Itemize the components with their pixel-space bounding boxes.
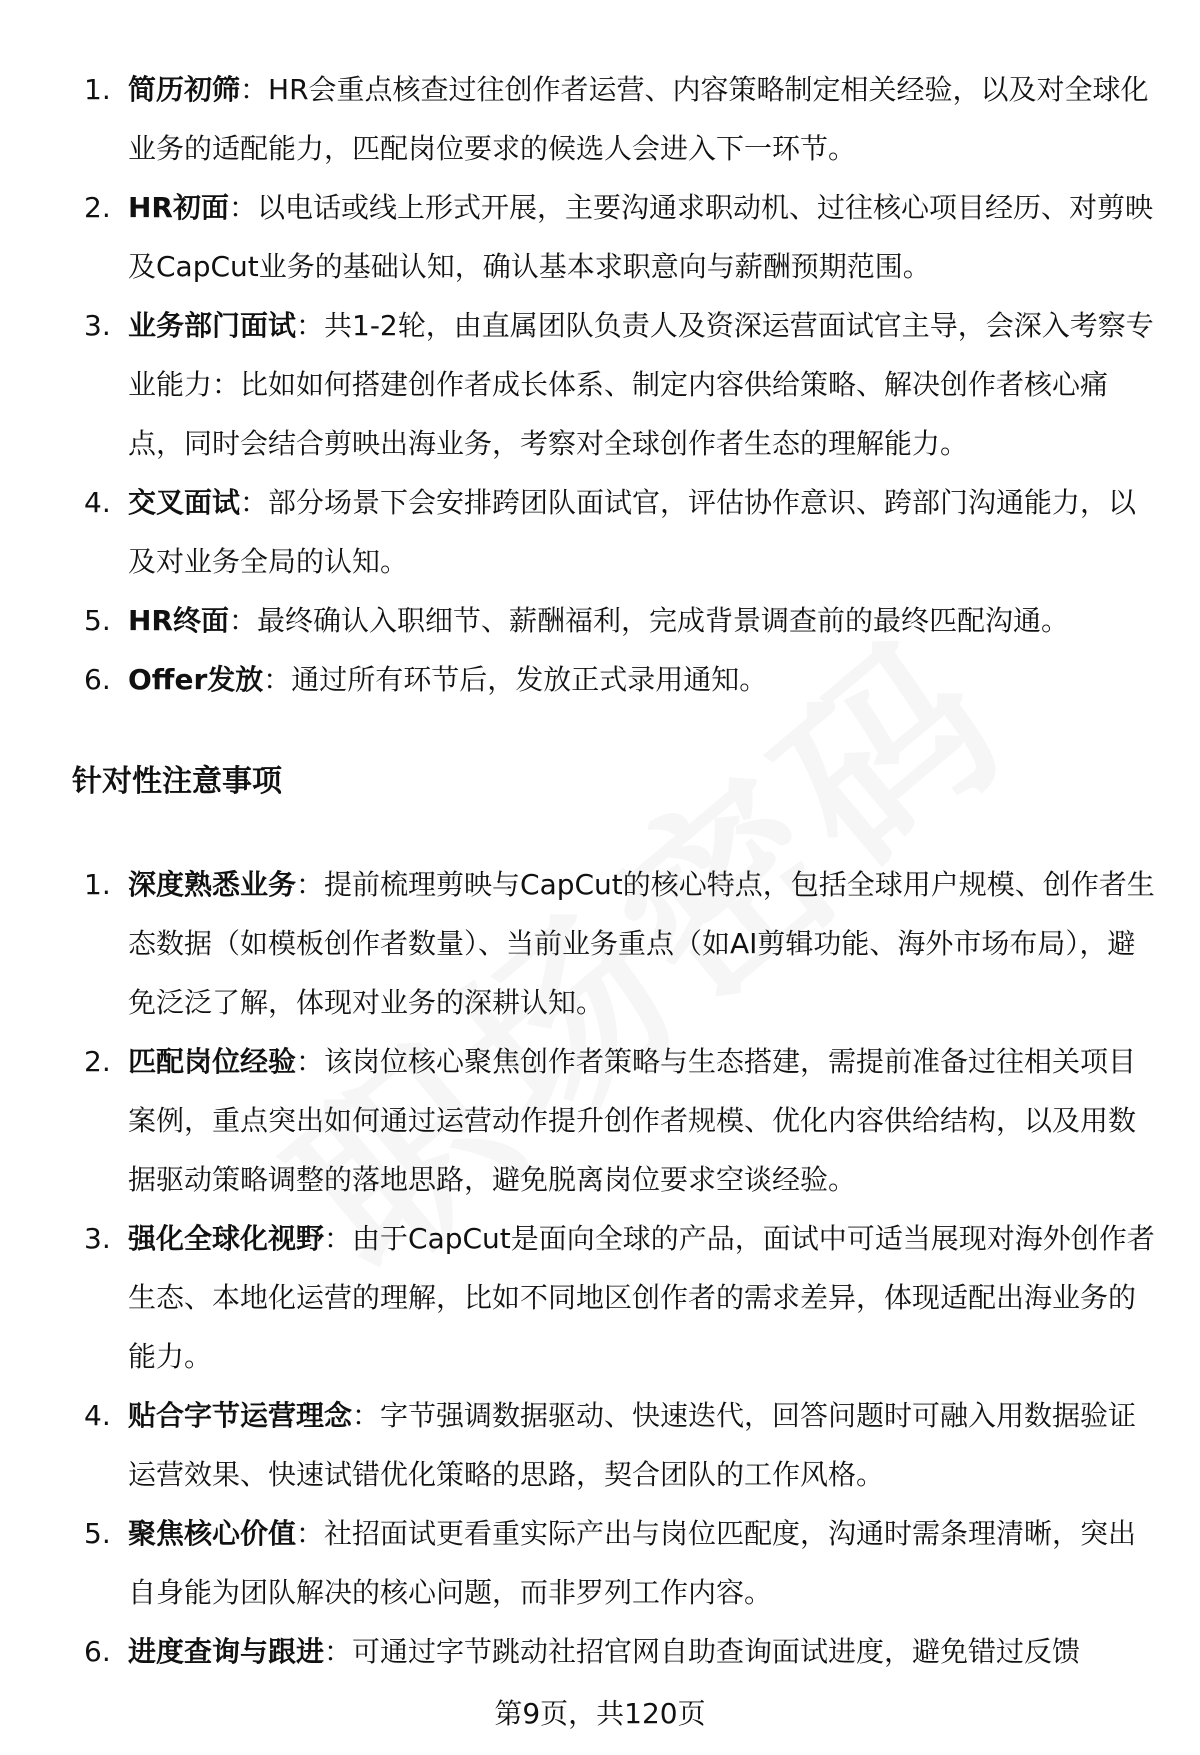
- item-number: 6.: [84, 663, 111, 696]
- list-item: [0, 650, 1200, 709]
- item-label: 强化全球化视野: [128, 1222, 325, 1255]
- item-label: 匹配岗位经验: [128, 1045, 297, 1078]
- item-label: HR终面: [128, 604, 229, 637]
- item-text: ：共1-2轮，由直属团队负责人及资深运营面试官主导，会深入考察专业能力：比如如何搭建创作者成长体系、制定内容供给策略、解决创作者核心痛点，同时会结合剪映出海业务，考察对全球创作者生态的理解能力。: [128, 309, 1154, 460]
- item-text: ：该岗位核心聚焦创作者策略与生态搭建，需提前准备过往相关项目案例，重点突出如何通过运营动作提升创作者规模、优化内容供给结构，以及用数据驱动策略调整的落地思路，避免脱离岗位要求空谈经验。: [128, 1045, 1137, 1196]
- item-text: ：HR会重点核查过往创作者运营、内容策略制定相关经验，以及对全球化业务的适配能力，匹配岗位要求的候选人会进入下一环节。: [128, 73, 1149, 165]
- item-text: ：提前梳理剪映与CapCut的核心特点，包括全球用户规模、创作者生态数据（如模板创作者数量）、当前业务重点（如AI剪辑功能、海外市场布局），避免泛泛了解，体现对业务的深耕认知。: [128, 868, 1155, 1019]
- item-text: ：通过所有环节后，发放正式录用通知。: [263, 663, 768, 696]
- list-item: [0, 1032, 1200, 1209]
- list-item: [0, 1386, 1200, 1504]
- list-item: [0, 1209, 1200, 1386]
- item-label: 深度熟悉业务: [128, 868, 297, 901]
- item-text: ：社招面试更看重实际产出与岗位匹配度，沟通时需条理清晰，突出自身能为团队解决的核心问题，而非罗列工作内容。: [128, 1517, 1137, 1609]
- item-text: ：最终确认入职细节、薪酬福利，完成背景调查前的最终匹配沟通。: [229, 604, 1070, 637]
- item-number: 6.: [84, 1635, 111, 1668]
- section-heading: 针对性注意事项: [72, 764, 282, 799]
- tips-list: [0, 855, 1200, 1681]
- item-number: 3.: [84, 309, 111, 342]
- item-text: ：以电话或线上形式开展，主要沟通求职动机、过往核心项目经历、对剪映及CapCut业务的基础认知，确认基本求职意向与薪酬预期范围。: [128, 191, 1154, 283]
- item-label: 业务部门面试: [128, 309, 297, 342]
- item-label: 交叉面试: [128, 486, 241, 519]
- item-number: 2.: [84, 1045, 111, 1078]
- item-label: 贴合字节运营理念: [128, 1399, 353, 1432]
- item-label: 聚焦核心价值: [128, 1517, 297, 1550]
- item-label: 简历初筛: [128, 73, 241, 106]
- item-number: 5.: [84, 1517, 111, 1550]
- item-text: ：可通过字节跳动社招官网自助查询面试进度，避免错过反馈: [324, 1635, 1081, 1668]
- item-number: 4.: [84, 1399, 111, 1432]
- item-text: ：由于CapCut是面向全球的产品，面试中可适当展现对海外创作者生态、本地化运营的理解，比如不同地区创作者的需求差异，体现适配出海业务的能力。: [128, 1222, 1155, 1373]
- item-text: ：字节强调数据驱动、快速迭代，回答问题时可融入用数据验证运营效果、快速试错优化策略的思路，契合团队的工作风格。: [128, 1399, 1137, 1491]
- list-item: [0, 178, 1200, 296]
- item-number: 1.: [84, 868, 111, 901]
- list-item: [0, 855, 1200, 1032]
- item-number: 4.: [84, 486, 111, 519]
- list-item: [0, 1622, 1200, 1681]
- list-item: [0, 60, 1200, 178]
- list-item: [0, 473, 1200, 591]
- item-text: ：部分场景下会安排跨团队面试官，评估协作意识、跨部门沟通能力，以及对业务全局的认知。: [128, 486, 1137, 578]
- item-number: 2.: [84, 191, 111, 224]
- item-number: 3.: [84, 1222, 111, 1255]
- interview-process-list: [0, 60, 1200, 709]
- item-number: 1.: [84, 73, 111, 106]
- item-number: 5.: [84, 604, 111, 637]
- item-label: Offer发放: [128, 663, 264, 696]
- item-label: 进度查询与跟进: [128, 1635, 325, 1668]
- list-item: [0, 591, 1200, 650]
- item-label: HR初面: [128, 191, 229, 224]
- list-item: [0, 296, 1200, 473]
- list-item: [0, 1504, 1200, 1622]
- page-footer: 第9页，共120页: [494, 1697, 706, 1730]
